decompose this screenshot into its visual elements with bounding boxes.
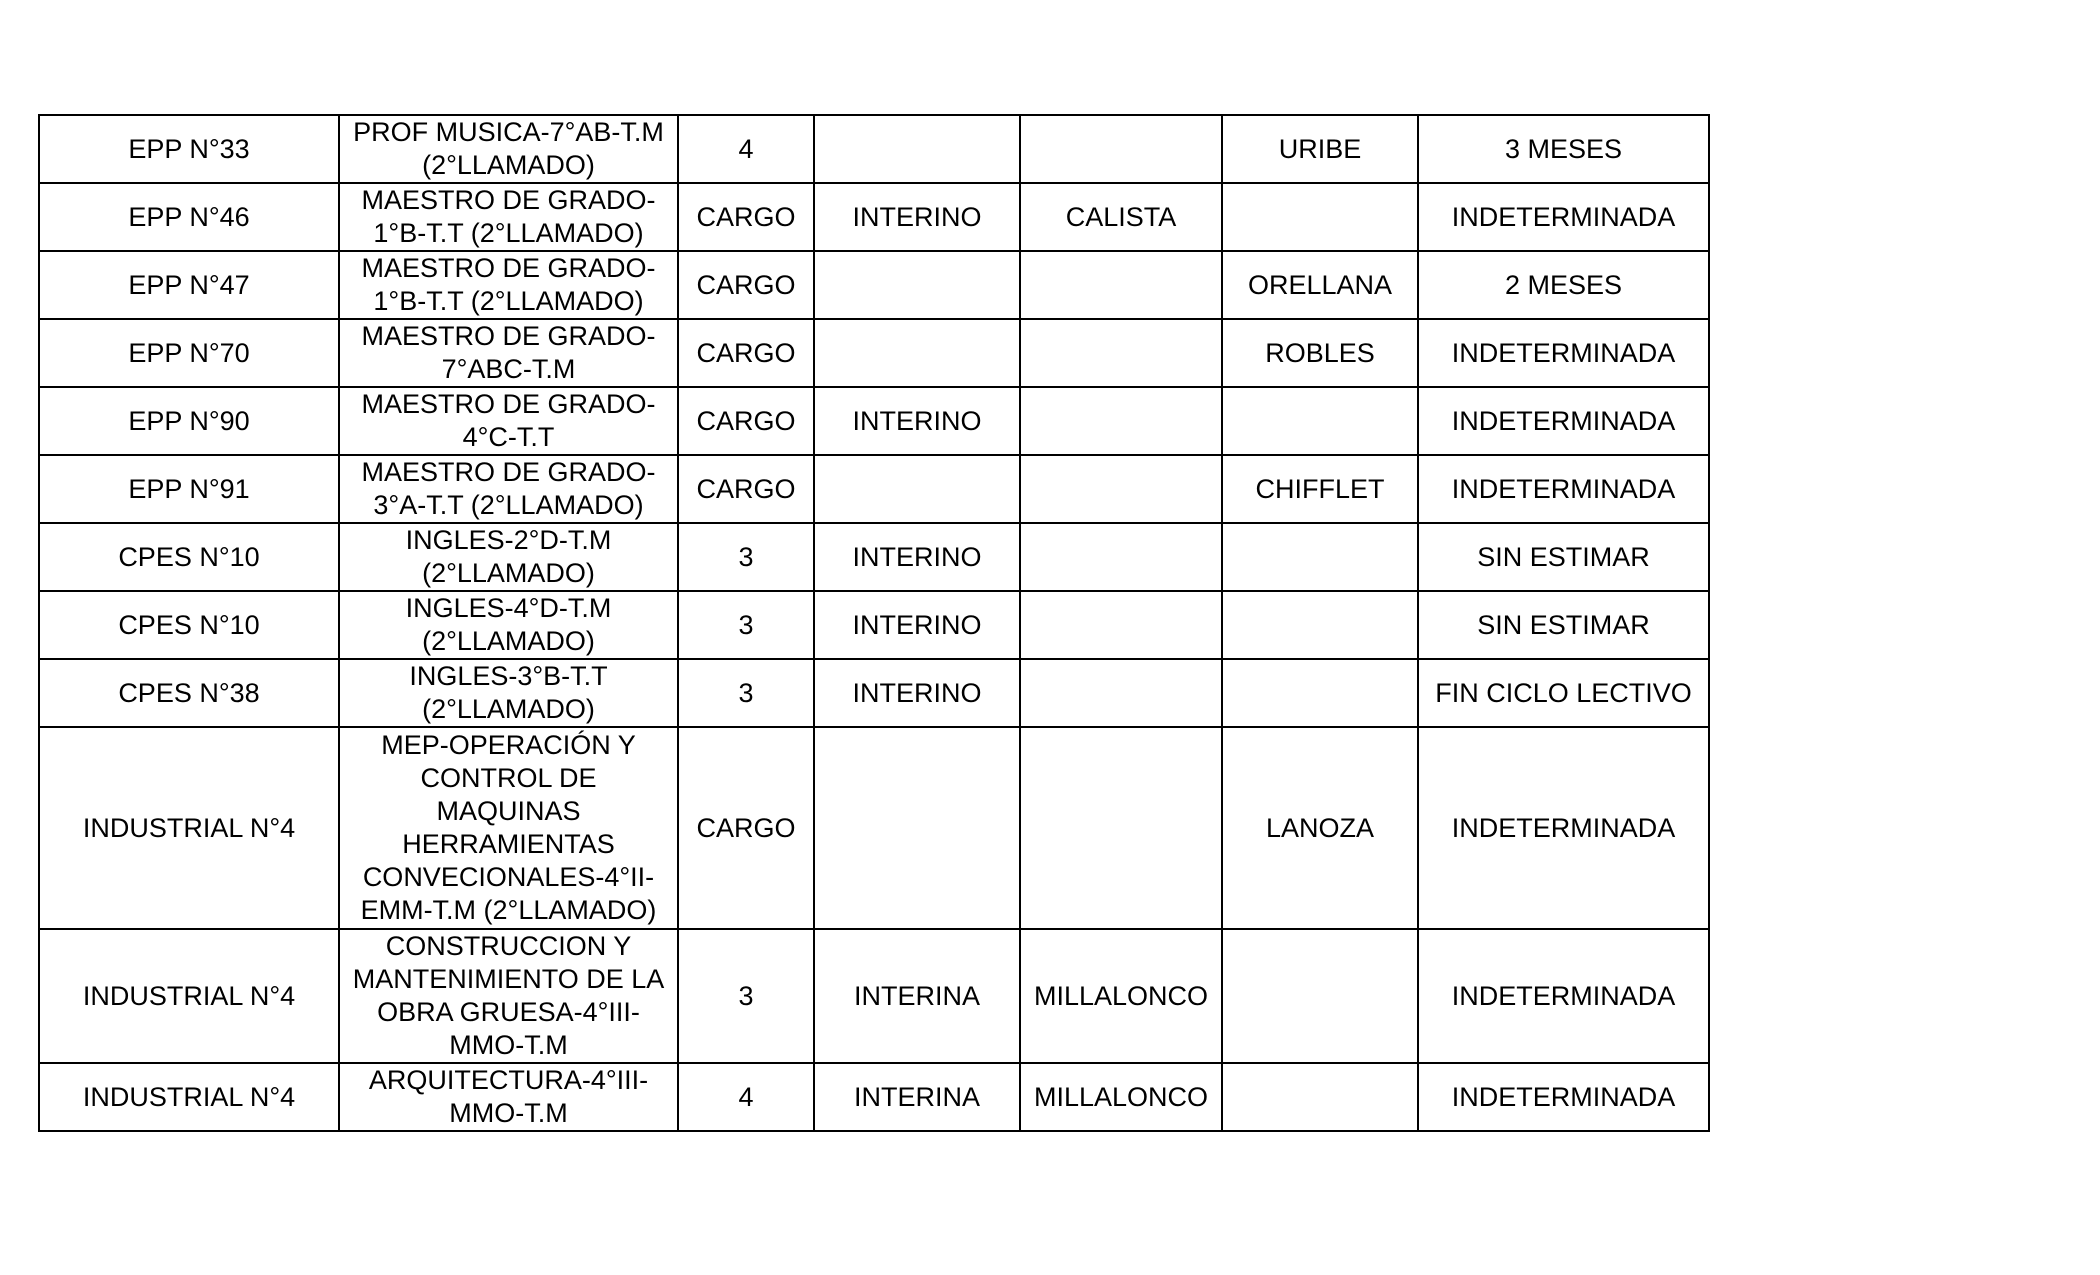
name-cell <box>1020 387 1222 455</box>
school-cell: CPES N°38 <box>39 659 339 727</box>
duration-cell: SIN ESTIMAR <box>1418 523 1709 591</box>
duration-cell: INDETERMINADA <box>1418 455 1709 523</box>
status-cell <box>814 251 1020 319</box>
name-cell: MILLALONCO <box>1020 1063 1222 1131</box>
school-cell: CPES N°10 <box>39 591 339 659</box>
position-cell: MAESTRO DE GRADO- 4°C-T.T <box>339 387 678 455</box>
duration-cell: INDETERMINADA <box>1418 929 1709 1063</box>
position-cell: MEP-OPERACIÓN Y CONTROL DE MAQUINAS HERRAMIENTAS CONVECIONALES-4°II- EMM-T.M (2°LLAMADO) <box>339 727 678 929</box>
status-cell <box>814 319 1020 387</box>
hours-cell: 4 <box>678 1063 814 1131</box>
school-cell: EPP N°46 <box>39 183 339 251</box>
table-row <box>39 1063 1709 1131</box>
school-cell: EPP N°90 <box>39 387 339 455</box>
name-cell <box>1020 319 1222 387</box>
school-cell: CPES N°10 <box>39 523 339 591</box>
position-cell: MAESTRO DE GRADO- 1°B-T.T (2°LLAMADO) <box>339 183 678 251</box>
table-row <box>39 523 1709 591</box>
replaced-cell <box>1222 1063 1418 1131</box>
position-cell: MAESTRO DE GRADO- 1°B-T.T (2°LLAMADO) <box>339 251 678 319</box>
hours-cell: CARGO <box>678 387 814 455</box>
duration-cell: SIN ESTIMAR <box>1418 591 1709 659</box>
name-cell <box>1020 251 1222 319</box>
position-cell: MAESTRO DE GRADO- 3°A-T.T (2°LLAMADO) <box>339 455 678 523</box>
hours-cell: 3 <box>678 523 814 591</box>
hours-cell: CARGO <box>678 727 814 929</box>
duration-cell: FIN CICLO LECTIVO <box>1418 659 1709 727</box>
hours-cell: CARGO <box>678 183 814 251</box>
duration-cell: 3 MESES <box>1418 115 1709 183</box>
position-cell: PROF MUSICA-7°AB-T.M (2°LLAMADO) <box>339 115 678 183</box>
hours-cell: CARGO <box>678 455 814 523</box>
vacancy-table <box>38 114 1710 1132</box>
position-cell: INGLES-4°D-T.M (2°LLAMADO) <box>339 591 678 659</box>
school-cell: INDUSTRIAL N°4 <box>39 929 339 1063</box>
school-cell: INDUSTRIAL N°4 <box>39 1063 339 1131</box>
duration-cell: INDETERMINADA <box>1418 1063 1709 1131</box>
table-row <box>39 115 1709 183</box>
name-cell <box>1020 455 1222 523</box>
school-cell: EPP N°91 <box>39 455 339 523</box>
school-cell: EPP N°70 <box>39 319 339 387</box>
replaced-cell <box>1222 387 1418 455</box>
status-cell: INTERINO <box>814 591 1020 659</box>
name-cell <box>1020 115 1222 183</box>
replaced-cell <box>1222 183 1418 251</box>
table-row <box>39 387 1709 455</box>
table-row <box>39 251 1709 319</box>
status-cell <box>814 727 1020 929</box>
name-cell <box>1020 727 1222 929</box>
duration-cell: 2 MESES <box>1418 251 1709 319</box>
name-cell: MILLALONCO <box>1020 929 1222 1063</box>
table-row <box>39 929 1709 1063</box>
name-cell: CALISTA <box>1020 183 1222 251</box>
position-cell: ARQUITECTURA-4°III- MMO-T.M <box>339 1063 678 1131</box>
position-cell: INGLES-3°B-T.T (2°LLAMADO) <box>339 659 678 727</box>
position-cell: MAESTRO DE GRADO- 7°ABC-T.M <box>339 319 678 387</box>
status-cell: INTERINA <box>814 929 1020 1063</box>
table-row <box>39 319 1709 387</box>
name-cell <box>1020 591 1222 659</box>
school-cell: EPP N°33 <box>39 115 339 183</box>
hours-cell: CARGO <box>678 251 814 319</box>
replaced-cell: ROBLES <box>1222 319 1418 387</box>
position-cell: INGLES-2°D-T.M (2°LLAMADO) <box>339 523 678 591</box>
status-cell: INTERINA <box>814 1063 1020 1131</box>
table-row <box>39 727 1709 929</box>
status-cell: INTERINO <box>814 183 1020 251</box>
replaced-cell <box>1222 659 1418 727</box>
status-cell: INTERINO <box>814 659 1020 727</box>
hours-cell: 3 <box>678 659 814 727</box>
replaced-cell <box>1222 929 1418 1063</box>
duration-cell: INDETERMINADA <box>1418 183 1709 251</box>
duration-cell: INDETERMINADA <box>1418 319 1709 387</box>
replaced-cell: CHIFFLET <box>1222 455 1418 523</box>
replaced-cell: LANOZA <box>1222 727 1418 929</box>
hours-cell: 3 <box>678 929 814 1063</box>
name-cell <box>1020 659 1222 727</box>
table-row <box>39 183 1709 251</box>
replaced-cell <box>1222 523 1418 591</box>
table-row <box>39 455 1709 523</box>
duration-cell: INDETERMINADA <box>1418 387 1709 455</box>
status-cell: INTERINO <box>814 523 1020 591</box>
position-cell: CONSTRUCCION Y MANTENIMIENTO DE LA OBRA GRUESA-4°III- MMO-T.M <box>339 929 678 1063</box>
replaced-cell: ORELLANA <box>1222 251 1418 319</box>
hours-cell: 3 <box>678 591 814 659</box>
replaced-cell <box>1222 591 1418 659</box>
hours-cell: CARGO <box>678 319 814 387</box>
status-cell <box>814 115 1020 183</box>
school-cell: INDUSTRIAL N°4 <box>39 727 339 929</box>
hours-cell: 4 <box>678 115 814 183</box>
name-cell <box>1020 523 1222 591</box>
school-cell: EPP N°47 <box>39 251 339 319</box>
status-cell: INTERINO <box>814 387 1020 455</box>
table-row <box>39 591 1709 659</box>
replaced-cell: URIBE <box>1222 115 1418 183</box>
status-cell <box>814 455 1020 523</box>
table-row <box>39 659 1709 727</box>
duration-cell: INDETERMINADA <box>1418 727 1709 929</box>
